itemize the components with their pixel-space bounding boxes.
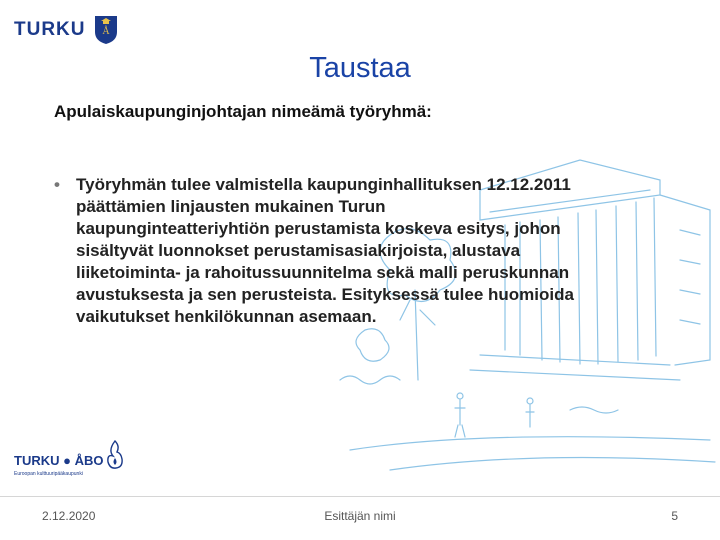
svg-text:Å: Å <box>101 26 110 37</box>
bullet-dot-icon: • <box>54 175 60 194</box>
turku-crest-icon <box>94 15 118 45</box>
bullet-line: sisältyvät luonnokset perustamisasiakirjoista, alustava <box>76 241 521 260</box>
bullet-line: liiketoiminta- ja rahoitussuunnitelma sekä malli peruskunnan <box>76 263 570 282</box>
footer-presenter: Esittäjän nimi <box>324 509 396 523</box>
bottom-logo-wordmark: TURKU ● ÅBO <box>14 453 104 468</box>
footer-page-number: 5 <box>671 509 678 523</box>
bullet-item <box>54 174 674 328</box>
bullet-line: avustuksesta ja sen perusteista. Esityksessä tulee huomioida <box>76 285 574 304</box>
footer-divider <box>0 496 720 497</box>
slide-subtitle: Apulaiskaupunginjohtajan nimeämä työryhmä: <box>54 102 432 121</box>
slide-title: Taustaa <box>309 52 411 84</box>
footer-date: 2.12.2020 <box>42 509 96 523</box>
bottom-logo-subline: Euroopan kulttuuripääkaupunki <box>14 471 83 477</box>
bullet-line: kaupunginteatteriyhtiön perustamista koskeva esitys, johon <box>76 219 561 238</box>
flame-icon <box>104 440 126 470</box>
turku-logo <box>14 14 118 46</box>
bullet-line: päättämien linjausten mukainen Turun <box>76 197 386 216</box>
bullet-list <box>54 174 674 328</box>
bullet-line: Työryhmän tulee valmistella kaupunginhallituksen 12.12.2011 <box>76 175 571 194</box>
turku-abo-logo <box>12 440 132 482</box>
logo-wordmark: TURKU <box>14 19 86 40</box>
bullet-line: vaikutukset henkilökunnan asemaan. <box>76 307 377 326</box>
